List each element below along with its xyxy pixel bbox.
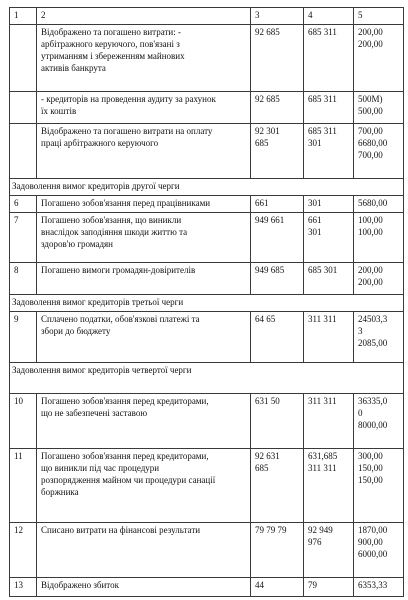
section-heading: Задоволення вимог кредиторів третьої черги [10, 295, 404, 312]
row-description: Погашено вимоги громадян-довірителів [37, 263, 251, 295]
row-amount: 300,00 150,00 150,00 [354, 449, 404, 523]
header-cell-5: 5 [354, 8, 404, 25]
row-account-credit: 685 311 [304, 24, 354, 92]
row-amount: 200,00 200,00 [354, 24, 404, 92]
row-account-debit: 92 685 [251, 92, 304, 124]
row-description: - кредиторів на проведення аудиту за рахунок їх коштів [37, 92, 251, 124]
header-cell-1: 1 [10, 8, 37, 25]
row-account-credit: 311 311 [304, 394, 354, 449]
row-number: 10 [10, 394, 37, 449]
table-row [10, 522, 404, 577]
row-amount: 100,00 100,00 [354, 212, 404, 263]
row-account-debit: 631 50 [251, 394, 304, 449]
row-amount: 6353,33 [354, 577, 404, 596]
row-amount: 700,00 6680,00 700,00 [354, 124, 404, 179]
row-description: Погашено зобов'язання перед кредиторами, що не забезпечені заставою [37, 394, 251, 449]
row-account-credit: 685 301 [304, 263, 354, 295]
row-number: 6 [10, 195, 37, 212]
table-row [10, 577, 404, 596]
row-account-debit: 64 65 [251, 311, 304, 362]
table-row [10, 394, 404, 449]
row-amount: 1870,00 900,00 6000,00 [354, 522, 404, 577]
section-row [10, 178, 404, 195]
row-amount: 5680,00 [354, 195, 404, 212]
header-cell-3: 3 [251, 8, 304, 25]
row-number [10, 124, 37, 179]
section-row [10, 362, 404, 394]
section-heading: Задоволення вимог кредиторів четвертої черги [10, 362, 404, 394]
row-account-debit: 92 685 [251, 24, 304, 92]
row-number: 11 [10, 449, 37, 523]
row-description: Погашено зобов'язання, що виникли внаслідок заподіяння шкоди життю та здоров'ю громадян [37, 212, 251, 263]
row-number [10, 24, 37, 92]
table-row [10, 24, 404, 92]
table-row [10, 92, 404, 124]
table-row [10, 449, 404, 523]
row-amount: 24503,3 3 2085,00 [354, 311, 404, 362]
row-number: 7 [10, 212, 37, 263]
row-description: Відображено збиток [37, 577, 251, 596]
row-description: Погашено зобов'язання перед працівниками [37, 195, 251, 212]
row-number [10, 92, 37, 124]
row-account-debit: 79 79 79 [251, 522, 304, 577]
row-account-debit: 92 631 685 [251, 449, 304, 523]
row-account-credit: 631,685 311 311 [304, 449, 354, 523]
row-account-credit: 92 949 976 [304, 522, 354, 577]
header-row [10, 8, 404, 25]
row-account-debit: 44 [251, 577, 304, 596]
row-description: Сплачено податки, обов'язкові платежі та збори до бюджету [37, 311, 251, 362]
table-row [10, 311, 404, 362]
row-account-credit: 301 [304, 195, 354, 212]
row-description: Погашено зобов'язання перед кредиторами, що виникли під час процедури розпорядження майном чи процедури санації боржника [37, 449, 251, 523]
row-account-debit: 661 [251, 195, 304, 212]
table-row [10, 263, 404, 295]
row-description: Відображено та погашено витрати: - арбітражного керуючого, пов'язані з утриманням і збереженням майнових активів банкрута [37, 24, 251, 92]
row-amount: 500М) 500,00 [354, 92, 404, 124]
row-account-debit: 949 685 [251, 263, 304, 295]
row-number: 13 [10, 577, 37, 596]
row-number: 8 [10, 263, 37, 295]
row-account-credit: 311 311 [304, 311, 354, 362]
row-account-credit: 79 [304, 577, 354, 596]
row-description: Відображено та погашено витрати на оплату праці арбітражного керуючого [37, 124, 251, 179]
row-number: 9 [10, 311, 37, 362]
row-description: Списано витрати на фінансові результати [37, 522, 251, 577]
row-account-debit: 92 301 685 [251, 124, 304, 179]
header-cell-4: 4 [304, 8, 354, 25]
row-account-credit: 661 301 [304, 212, 354, 263]
section-heading: Задоволення вимог кредиторів другої черги [10, 178, 404, 195]
row-account-credit: 685 311 [304, 92, 354, 124]
table-row [10, 212, 404, 263]
row-number: 12 [10, 522, 37, 577]
accounting-entries-table [9, 7, 404, 597]
table-row [10, 195, 404, 212]
row-account-debit: 949 661 [251, 212, 304, 263]
row-amount: 200,00 200,00 [354, 263, 404, 295]
header-cell-2: 2 [37, 8, 251, 25]
table-row [10, 124, 404, 179]
row-account-credit: 685 311 301 [304, 124, 354, 179]
row-amount: 36335,0 0 8000,00 [354, 394, 404, 449]
section-row [10, 295, 404, 312]
